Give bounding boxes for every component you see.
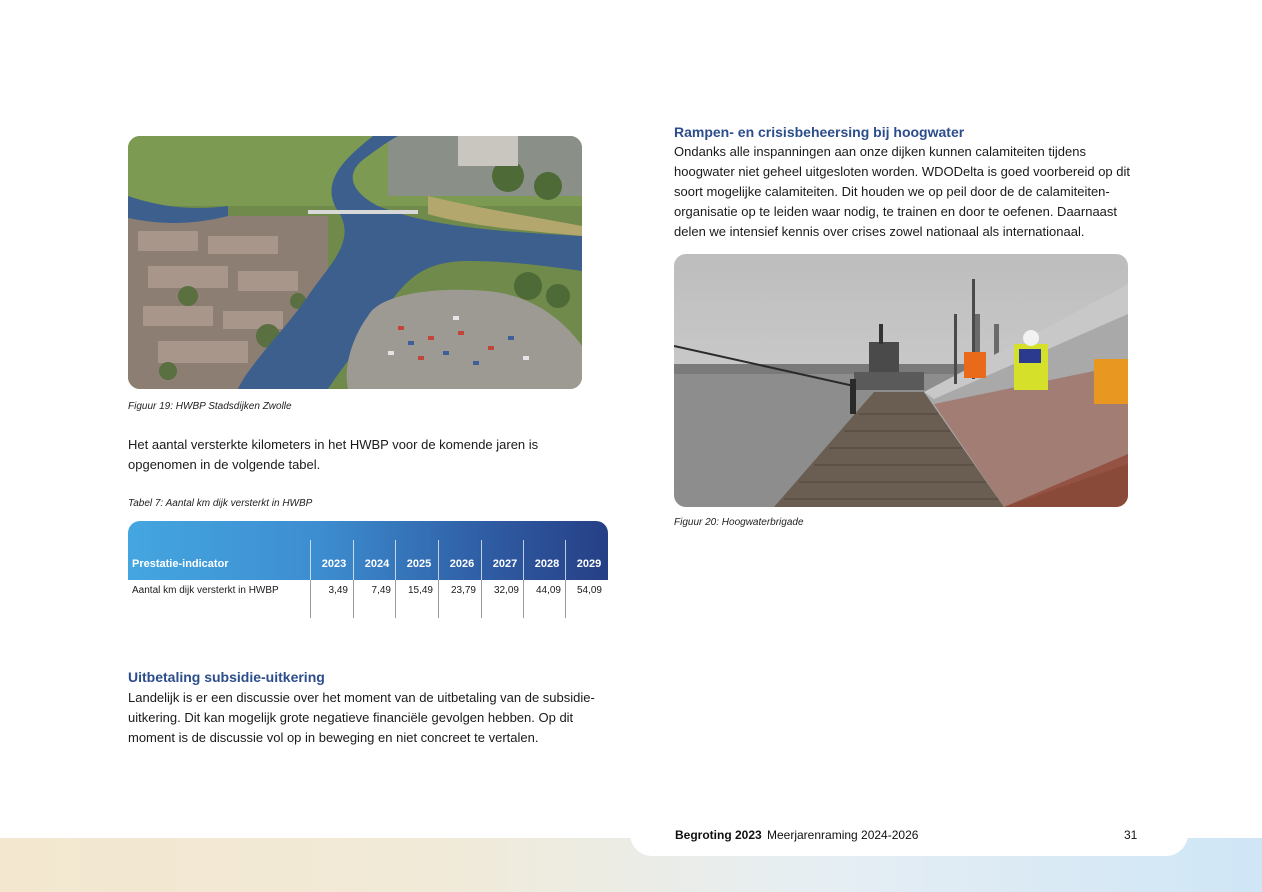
table-divider — [438, 540, 439, 580]
table-divider — [353, 540, 354, 580]
table-divider — [310, 540, 311, 580]
table-cell: 7,49 — [371, 585, 391, 596]
table-header-label: Prestatie-indicator — [132, 558, 229, 570]
uitbetaling-paragraph — [128, 688, 618, 748]
intro-line: Het aantal versterkte kilometers in het HWBP voor de komende jaren is — [128, 437, 539, 452]
table-header-year: 2026 — [449, 558, 475, 570]
rampen-line: Ondanks alle inspanningen aan onze dijken kunnen calamiteiten tijdens — [674, 144, 1086, 159]
footer-doc-title: Begroting 2023 — [675, 828, 762, 842]
rampen-line: organisatie op te leiden waar nodig, te trainen en door te oefenen. Daarnaast — [674, 204, 1118, 219]
table-cell: 54,09 — [576, 585, 602, 596]
figure-20-caption: Figuur 20: Hoogwaterbrigade — [674, 517, 804, 528]
uitbetaling-line: uitkering. Dit kan mogelijk grote negatieve financiële gevolgen hebben. Op dit — [128, 710, 574, 725]
table-divider — [481, 540, 482, 580]
table-row-label: Aantal km dijk versterkt in HWBP — [132, 585, 279, 596]
table-cell: 32,09 — [493, 585, 519, 596]
figure-19-image — [128, 136, 582, 389]
footer-subtitle: Meerjarenraming 2024-2026 — [767, 828, 919, 842]
uitbetaling-line: moment is de discussie vol op in beweging en niet concreet te vertalen. — [128, 730, 539, 745]
uitbetaling-line: Landelijk is er een discussie over het moment van de uitbetaling van de subsidie- — [128, 690, 595, 705]
table-header-year: 2024 — [364, 558, 390, 570]
table-divider — [523, 540, 524, 580]
table-cell: 15,49 — [407, 585, 433, 596]
table-header-year: 2023 — [321, 558, 347, 570]
table-divider — [565, 540, 566, 580]
rampen-line: soort mogelijke calamiteiten. Dit houden we op peil door de de calamiteiten- — [674, 184, 1110, 199]
figure-19-caption: Figuur 19: HWBP Stadsdijken Zwolle — [128, 401, 292, 412]
table-divider — [395, 540, 396, 580]
figure-20-image — [674, 254, 1128, 507]
rampen-line: hoogwater niet geheel uitgesloten worden. WDODelta is goed voorbereid op dit — [674, 164, 1130, 179]
table-header-band — [128, 521, 608, 580]
uitbetaling-heading: Uitbetaling subsidie-uitkering — [128, 669, 325, 685]
table-cell: 44,09 — [535, 585, 561, 596]
rampen-paragraph — [674, 142, 1144, 242]
table-header-year: 2027 — [492, 558, 518, 570]
page-number: 31 — [1124, 828, 1138, 842]
rampen-heading: Rampen- en crisisbeheersing bij hoogwater — [674, 124, 965, 140]
table-cell: 3,49 — [328, 585, 348, 596]
table-7-caption: Tabel 7: Aantal km dijk versterkt in HWBP — [128, 498, 313, 509]
table-header-year: 2025 — [406, 558, 432, 570]
table-cell: 23,79 — [450, 585, 476, 596]
table-header-year: 2028 — [534, 558, 560, 570]
table-header-year: 2029 — [576, 558, 602, 570]
rampen-line: delen we intensief kennis over crises zowel nationaal als internationaal. — [674, 224, 1085, 239]
intro-line: opgenomen in de volgende tabel. — [128, 457, 321, 472]
intro-paragraph — [128, 435, 608, 475]
